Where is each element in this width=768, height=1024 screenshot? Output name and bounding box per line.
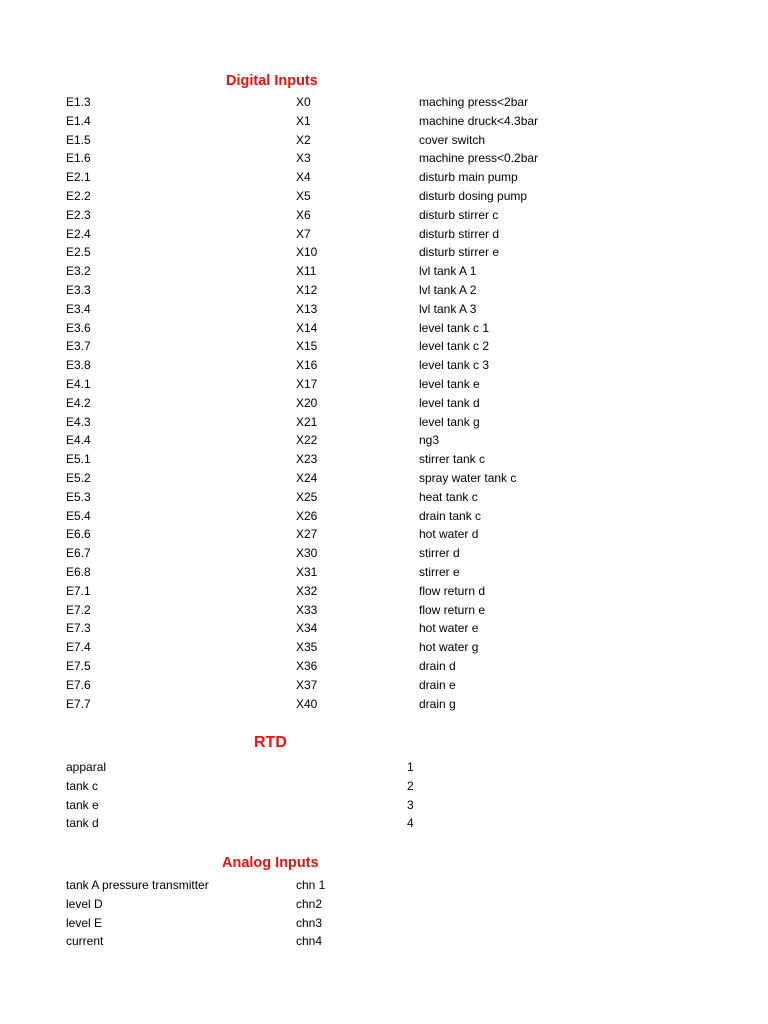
analog-inputs-row xyxy=(0,914,768,933)
input-description: drain g xyxy=(419,696,456,711)
input-description: machine druck<4.3bar xyxy=(419,113,539,128)
input-description: cover switch xyxy=(419,132,486,147)
input-description: hot water e xyxy=(419,621,479,636)
digital-inputs-row xyxy=(0,206,768,225)
input-address: E6.6 xyxy=(66,527,91,542)
digital-inputs-row xyxy=(0,93,768,112)
digital-inputs-row xyxy=(0,300,768,319)
input-address: E3.3 xyxy=(66,282,91,297)
input-address: E5.2 xyxy=(66,470,91,485)
input-address: E4.1 xyxy=(66,376,91,391)
input-description: ng3 xyxy=(419,433,440,448)
digital-inputs-row xyxy=(0,450,768,469)
input-tag: X0 xyxy=(296,95,311,109)
input-tag: X12 xyxy=(296,282,318,297)
rtd-heading: RTD xyxy=(254,734,287,751)
input-description: hot water g xyxy=(419,640,479,655)
input-address: E5.1 xyxy=(66,452,91,467)
input-tag: X22 xyxy=(296,433,318,448)
analog-channel: chn4 xyxy=(296,934,323,949)
rtd-row xyxy=(0,777,768,796)
input-description: level tank e xyxy=(419,376,480,391)
input-description: machine press<0.2bar xyxy=(419,151,539,166)
digital-inputs-row xyxy=(0,413,768,432)
input-description: flow return e xyxy=(419,602,486,617)
input-address: E7.7 xyxy=(66,696,91,711)
input-tag: X16 xyxy=(296,358,318,373)
input-tag: X4 xyxy=(296,170,311,185)
input-tag: X6 xyxy=(296,207,311,222)
rtd-row xyxy=(0,796,768,815)
input-address: E6.8 xyxy=(66,564,91,579)
analog-name: level D xyxy=(66,896,103,911)
input-description: stirrer tank c xyxy=(419,452,486,467)
analog-inputs-row xyxy=(0,932,768,951)
input-description: drain e xyxy=(419,677,456,692)
digital-inputs-row xyxy=(0,488,768,507)
rtd-number: 4 xyxy=(407,816,414,831)
digital-inputs-row xyxy=(0,638,768,657)
input-address: E1.5 xyxy=(66,132,91,147)
rtd-name: tank c xyxy=(66,778,99,793)
input-description: lvl tank A 3 xyxy=(419,301,477,316)
input-address: E2.1 xyxy=(66,170,91,185)
analog-channel: chn 1 xyxy=(296,878,326,892)
input-tag: X15 xyxy=(296,339,318,354)
digital-inputs-row xyxy=(0,544,768,563)
digital-inputs-row xyxy=(0,356,768,375)
digital-inputs-row xyxy=(0,676,768,695)
input-tag: X17 xyxy=(296,376,318,391)
input-tag: X32 xyxy=(296,583,318,598)
input-tag: X27 xyxy=(296,527,318,542)
input-tag: X7 xyxy=(296,226,311,241)
input-description: flow return d xyxy=(419,583,486,598)
input-description: disturb stirrer e xyxy=(419,245,500,260)
rtd-row xyxy=(0,758,768,777)
input-description: level tank c 1 xyxy=(419,320,490,335)
digital-inputs-row xyxy=(0,131,768,150)
rtd-number: 1 xyxy=(407,760,414,774)
input-tag: X1 xyxy=(296,113,311,128)
input-address: E4.2 xyxy=(66,395,91,410)
input-description: disturb stirrer c xyxy=(419,207,499,222)
rtd-table xyxy=(0,758,768,833)
rtd-name: tank d xyxy=(66,816,99,831)
input-description: drain d xyxy=(419,658,456,673)
input-description: drain tank c xyxy=(419,508,482,523)
analog-name: level E xyxy=(66,915,103,930)
input-tag: X26 xyxy=(296,508,318,523)
input-address: E2.4 xyxy=(66,226,91,241)
input-tag: X35 xyxy=(296,640,318,655)
analog-inputs-row xyxy=(0,876,768,895)
digital-inputs-row xyxy=(0,507,768,526)
digital-inputs-row xyxy=(0,243,768,262)
input-tag: X5 xyxy=(296,188,311,203)
input-description: maching press<2bar xyxy=(419,95,529,109)
input-tag: X14 xyxy=(296,320,318,335)
input-description: stirrer d xyxy=(419,546,460,561)
rtd-name: tank e xyxy=(66,797,99,812)
input-address: E3.8 xyxy=(66,358,91,373)
input-address: E3.4 xyxy=(66,301,91,316)
input-address: E2.3 xyxy=(66,207,91,222)
input-description: heat tank c xyxy=(419,489,478,504)
digital-inputs-heading: Digital Inputs xyxy=(226,73,318,89)
input-description: spray water tank c xyxy=(419,470,517,485)
digital-inputs-row xyxy=(0,582,768,601)
input-description: level tank c 3 xyxy=(419,358,490,373)
input-description: disturb main pump xyxy=(419,170,518,185)
input-address: E2.2 xyxy=(66,188,91,203)
input-description: disturb stirrer d xyxy=(419,226,500,241)
input-description: hot water d xyxy=(419,527,479,542)
input-tag: X40 xyxy=(296,696,318,711)
input-tag: X11 xyxy=(296,264,317,279)
input-tag: X37 xyxy=(296,677,318,692)
input-tag: X36 xyxy=(296,658,318,673)
input-tag: X30 xyxy=(296,546,318,561)
digital-inputs-row xyxy=(0,112,768,131)
input-address: E7.6 xyxy=(66,677,91,692)
digital-inputs-row xyxy=(0,525,768,544)
input-tag: X3 xyxy=(296,151,311,166)
analog-channel: chn3 xyxy=(296,915,323,930)
digital-inputs-row xyxy=(0,469,768,488)
rtd-number: 3 xyxy=(407,797,414,812)
digital-inputs-row xyxy=(0,149,768,168)
analog-inputs-heading: Analog Inputs xyxy=(222,855,319,871)
input-address: E4.4 xyxy=(66,433,91,448)
digital-inputs-row xyxy=(0,168,768,187)
rtd-row xyxy=(0,814,768,833)
analog-name: current xyxy=(66,934,104,949)
input-address: E7.4 xyxy=(66,640,91,655)
input-address: E1.4 xyxy=(66,113,91,128)
input-description: level tank g xyxy=(419,414,480,429)
digital-inputs-row xyxy=(0,337,768,356)
input-address: E1.6 xyxy=(66,151,91,166)
digital-inputs-row xyxy=(0,657,768,676)
input-description: disturb dosing pump xyxy=(419,188,528,203)
analog-inputs-table xyxy=(0,876,768,951)
input-address: E7.2 xyxy=(66,602,91,617)
input-address: E5.4 xyxy=(66,508,91,523)
input-address: E3.7 xyxy=(66,339,91,354)
digital-inputs-row xyxy=(0,319,768,338)
input-tag: X25 xyxy=(296,489,318,504)
input-tag: X20 xyxy=(296,395,318,410)
digital-inputs-row xyxy=(0,563,768,582)
input-address: E2.5 xyxy=(66,245,91,260)
input-address: E3.6 xyxy=(66,320,91,335)
digital-inputs-row xyxy=(0,601,768,620)
input-tag: X2 xyxy=(296,132,311,147)
input-address: E7.1 xyxy=(66,583,91,598)
input-tag: X10 xyxy=(296,245,318,260)
digital-inputs-row xyxy=(0,695,768,714)
input-tag: X34 xyxy=(296,621,318,636)
digital-inputs-row xyxy=(0,619,768,638)
input-tag: X31 xyxy=(296,564,318,579)
input-tag: X13 xyxy=(296,301,318,316)
input-tag: X21 xyxy=(296,414,318,429)
input-address: E4.3 xyxy=(66,414,91,429)
digital-inputs-row xyxy=(0,375,768,394)
input-tag: X24 xyxy=(296,470,318,485)
input-address: E1.3 xyxy=(66,95,91,109)
input-description: level tank c 2 xyxy=(419,339,490,354)
rtd-name: apparal xyxy=(66,760,107,774)
input-address: E6.7 xyxy=(66,546,91,561)
digital-inputs-table xyxy=(0,93,768,713)
input-tag: X33 xyxy=(296,602,318,617)
input-address: E3.2 xyxy=(66,264,91,279)
digital-inputs-row xyxy=(0,281,768,300)
analog-channel: chn2 xyxy=(296,896,323,911)
digital-inputs-row xyxy=(0,431,768,450)
input-address: E7.5 xyxy=(66,658,91,673)
digital-inputs-row xyxy=(0,262,768,281)
input-address: E7.3 xyxy=(66,621,91,636)
input-description: lvl tank A 1 xyxy=(419,264,477,279)
input-description: lvl tank A 2 xyxy=(419,282,477,297)
input-description: stirrer e xyxy=(419,564,460,579)
digital-inputs-row xyxy=(0,394,768,413)
rtd-number: 2 xyxy=(407,778,414,793)
analog-inputs-row xyxy=(0,895,768,914)
digital-inputs-row xyxy=(0,187,768,206)
input-address: E5.3 xyxy=(66,489,91,504)
analog-name: tank A pressure transmitter xyxy=(66,878,209,892)
input-tag: X23 xyxy=(296,452,318,467)
input-description: level tank d xyxy=(419,395,480,410)
digital-inputs-row xyxy=(0,225,768,244)
